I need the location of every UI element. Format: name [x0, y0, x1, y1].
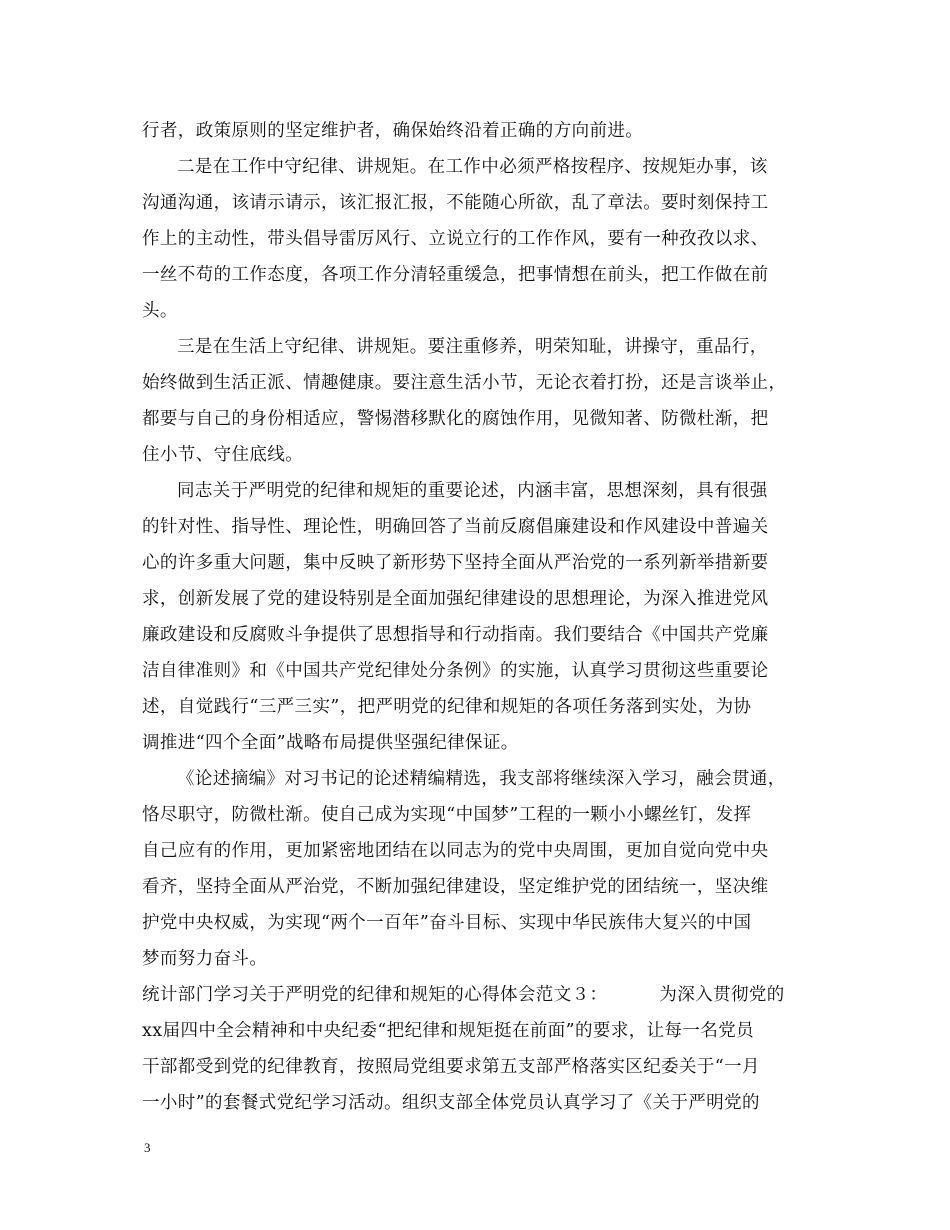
text-line: [142, 509, 818, 545]
document-body: [142, 113, 818, 1121]
text-line-content: 沟通沟通，该请示请示，该汇报汇报，不能随心所欲，乱了章法。要时刻保持工: [142, 193, 769, 213]
text-line-content: 三是在生活上守纪律、讲规矩。要注重修养，明荣知耻，讲操守，重品行，: [177, 337, 768, 357]
text-line-content: 一小时”的套餐式党纪学习活动。组织支部全体党员认真学习了《关于严明党的: [142, 1093, 760, 1113]
text-line-content: 统计部门学习关于严明党的纪律和规矩的心得体会范文３：: [142, 985, 608, 1005]
text-line-content: 心的许多重大问题，集中反映了新形势下坚持全面从严治党的一系列新举措新要: [142, 553, 769, 573]
text-line: [142, 1085, 818, 1121]
text-line: [142, 185, 818, 221]
text-line: [142, 365, 818, 401]
text-line-content: 梦而努力奋斗。: [142, 949, 268, 969]
text-line-content: 头。: [142, 301, 178, 321]
text-line-content: 自己应有的作用，更加紧密地团结在以同志为的党中央周围，更加自觉向党中央: [142, 841, 769, 861]
text-line: [142, 689, 818, 725]
text-line: [142, 545, 818, 581]
text-line-suffix: 为深入贯彻党的: [659, 985, 785, 1005]
text-line-content: 洁自律准则》和《中国共产党纪律处分条例》的实施，认真学习贯彻这些重要论: [142, 661, 769, 681]
text-line: [142, 113, 818, 149]
text-line-content: 《论述摘编》对习书记的论述精编精选，我支部将继续深入学习，融会贯通，: [177, 769, 786, 789]
text-line-content: 作上的主动性，带头倡导雷厉风行、立说立行的工作作风，要有一种孜孜以求、: [142, 229, 769, 249]
text-line-content: 住小节、守住底线。: [142, 445, 304, 465]
text-line: [142, 761, 818, 797]
text-line: [142, 401, 818, 437]
text-line: [142, 149, 818, 185]
text-line: [142, 437, 818, 473]
text-line: [142, 293, 818, 329]
text-line: [142, 1013, 818, 1049]
text-line-content: 调推进“四个全面”战略布局提供坚强纪律保证。: [142, 733, 519, 753]
text-line-content: 述，自觉践行“三严三实”，把严明党的纪律和规矩的各项任务落到实处，为协: [142, 697, 752, 717]
text-line: [142, 869, 818, 905]
text-line: [142, 329, 818, 365]
text-line-content: 的针对性、指导性、理论性，明确回答了当前反腐倡廉建设和作风建设中普遍关: [142, 517, 769, 537]
text-line-content: 一丝不苟的工作态度，各项工作分清轻重缓急，把事情想在前头，把工作做在前: [142, 265, 769, 285]
text-line: [142, 257, 818, 293]
text-line: [142, 473, 818, 509]
text-line: [142, 1049, 818, 1085]
text-line-content: 看齐，坚持全面从严治党，不断加强纪律建设，坚定维护党的团结统一，坚决维: [142, 877, 769, 897]
text-line-content: 二是在工作中守纪律、讲规矩。在工作中必须严格按程序、按规矩办事，该: [177, 157, 768, 177]
text-line-content: 干部都受到党的纪律教育，按照局党组要求第五支部严格落实区纪委关于“一月: [142, 1057, 760, 1077]
page-number: 3: [144, 1140, 151, 1155]
text-line: [142, 221, 818, 257]
text-line-content: 恪尽职守，防微杜渐。使自己成为实现“中国梦”工程的一颗小小螺丝钉，发挥: [142, 805, 752, 825]
text-line: [142, 833, 818, 869]
text-line-content: xx届四中全会精神和中央纪委“把纪律和规矩挺在前面”的要求，让每一名党员: [142, 1021, 755, 1041]
text-line: [142, 905, 818, 941]
text-line-content: 始终做到生活正派、情趣健康。要注意生活小节，无论衣着打扮，还是言谈举止，: [142, 373, 787, 393]
text-line-content: 都要与自己的身份相适应，警惕潜移默化的腐蚀作用，见微知著、防微杜渐，把: [142, 409, 769, 429]
text-line: [142, 581, 818, 617]
text-line: [142, 617, 818, 653]
text-line-content: 护党中央权威，为实现“两个一百年”奋斗目标、实现中华民族伟大复兴的中国: [142, 913, 752, 933]
text-line: [142, 977, 818, 1013]
text-line-content: 同志关于严明党的纪律和规矩的重要论述，内涵丰富，思想深刻，具有很强: [177, 481, 768, 501]
text-line: [142, 941, 818, 977]
text-line: [142, 797, 818, 833]
text-line: [142, 725, 818, 761]
text-line-content: 行者，政策原则的坚定维护者，确保始终沿着正确的方向前进。: [142, 121, 644, 141]
text-line: [142, 653, 818, 689]
text-line-content: 求，创新发展了党的建设特别是全面加强纪律建设的思想理论，为深入推进党风: [142, 589, 769, 609]
text-line-content: 廉政建设和反腐败斗争提供了思想指导和行动指南。我们要结合《中国共产党廉: [142, 625, 769, 645]
